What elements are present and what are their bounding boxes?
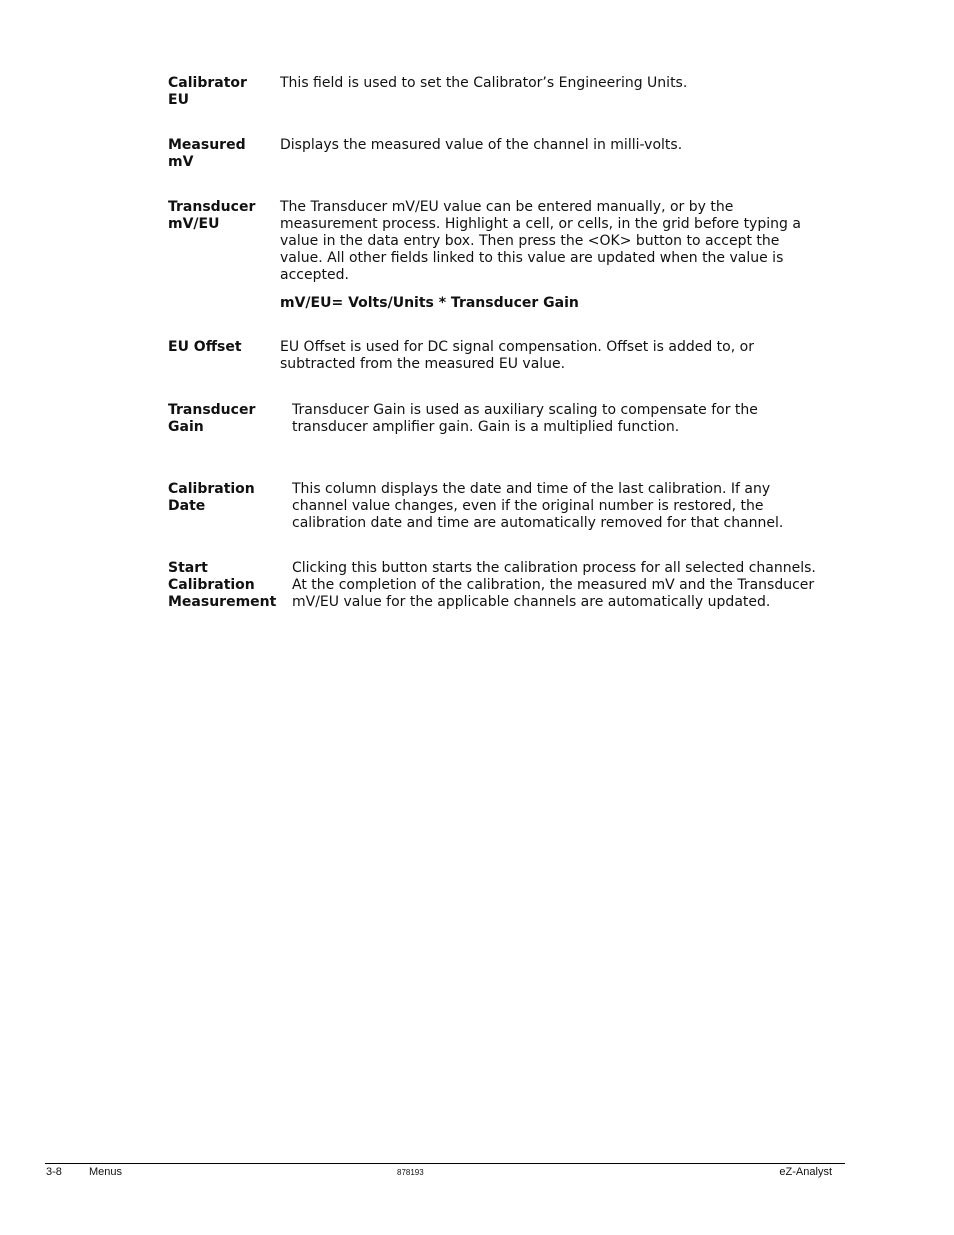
description-line: This field is used to set the Calibrator’s Engineering Units. bbox=[280, 75, 688, 91]
description-line: At the completion of the calibration, the measured mV and the Transducer bbox=[292, 577, 815, 593]
description-line: transducer amplifier gain. Gain is a multiplied function. bbox=[292, 419, 680, 435]
term-line: Start bbox=[168, 560, 208, 576]
term-line: Date bbox=[168, 498, 206, 514]
term-line: EU Offset bbox=[168, 339, 242, 355]
description-line: subtracted from the measured EU value. bbox=[280, 356, 566, 372]
term-line: EU bbox=[168, 92, 189, 108]
term-line: Transducer bbox=[168, 199, 256, 215]
term-label bbox=[168, 560, 278, 611]
description-line: channel value changes, even if the original number is restored, the bbox=[292, 498, 764, 514]
term-label bbox=[168, 402, 278, 436]
footer-divider bbox=[45, 1163, 845, 1164]
term-line: Calibrator bbox=[168, 75, 247, 91]
footer-page-number: 3-8 bbox=[46, 1166, 62, 1178]
term-label bbox=[168, 481, 278, 515]
description bbox=[292, 560, 832, 611]
term-label bbox=[168, 137, 278, 171]
term-label bbox=[168, 339, 278, 356]
description bbox=[292, 402, 832, 436]
description-line: mV/EU value for the applicable channels are automatically updated. bbox=[292, 594, 771, 610]
term-line: mV/EU bbox=[168, 216, 220, 232]
description bbox=[280, 75, 828, 92]
description-line: value. All other fields linked to this value are updated when the value is bbox=[280, 250, 784, 266]
term-line: Calibration bbox=[168, 481, 255, 497]
term-label bbox=[168, 199, 278, 233]
description-line: Transducer Gain is used as auxiliary scaling to compensate for the bbox=[292, 402, 758, 418]
term-line: Measurement bbox=[168, 594, 277, 610]
description-line: measurement process. Highlight a cell, or cells, in the grid before typing a bbox=[280, 216, 801, 232]
description-line: EU Offset is used for DC signal compensation. Offset is added to, or bbox=[280, 339, 754, 355]
description-line: This column displays the date and time of the last calibration. If any bbox=[292, 481, 771, 497]
description bbox=[292, 481, 832, 532]
term-line: Gain bbox=[168, 419, 204, 435]
description-line: calibration date and time are automatically removed for that channel. bbox=[292, 515, 784, 531]
term-line: Transducer bbox=[168, 402, 256, 418]
footer-product-name: eZ-Analyst bbox=[779, 1166, 832, 1178]
description-line: Clicking this button starts the calibration process for all selected channels. bbox=[292, 560, 816, 576]
description-line: The Transducer mV/EU value can be entered manually, or by the bbox=[280, 199, 734, 215]
term-line: mV bbox=[168, 154, 194, 170]
description bbox=[280, 137, 828, 154]
description-line: accepted. bbox=[280, 267, 349, 283]
description-line: value in the data entry box. Then press the <OK> button to accept the bbox=[280, 233, 780, 249]
footer-doc-number: 878193 bbox=[397, 1168, 424, 1177]
term-label bbox=[168, 75, 278, 109]
description bbox=[280, 339, 828, 373]
description-line: Displays the measured value of the channel in milli-volts. bbox=[280, 137, 683, 153]
footer-section-name: Menus bbox=[89, 1166, 123, 1178]
description bbox=[280, 199, 828, 284]
term-line: Measured bbox=[168, 137, 246, 153]
formula: mV/EU= Volts/Units * Transducer Gain bbox=[280, 295, 579, 311]
term-line: Calibration bbox=[168, 577, 255, 593]
